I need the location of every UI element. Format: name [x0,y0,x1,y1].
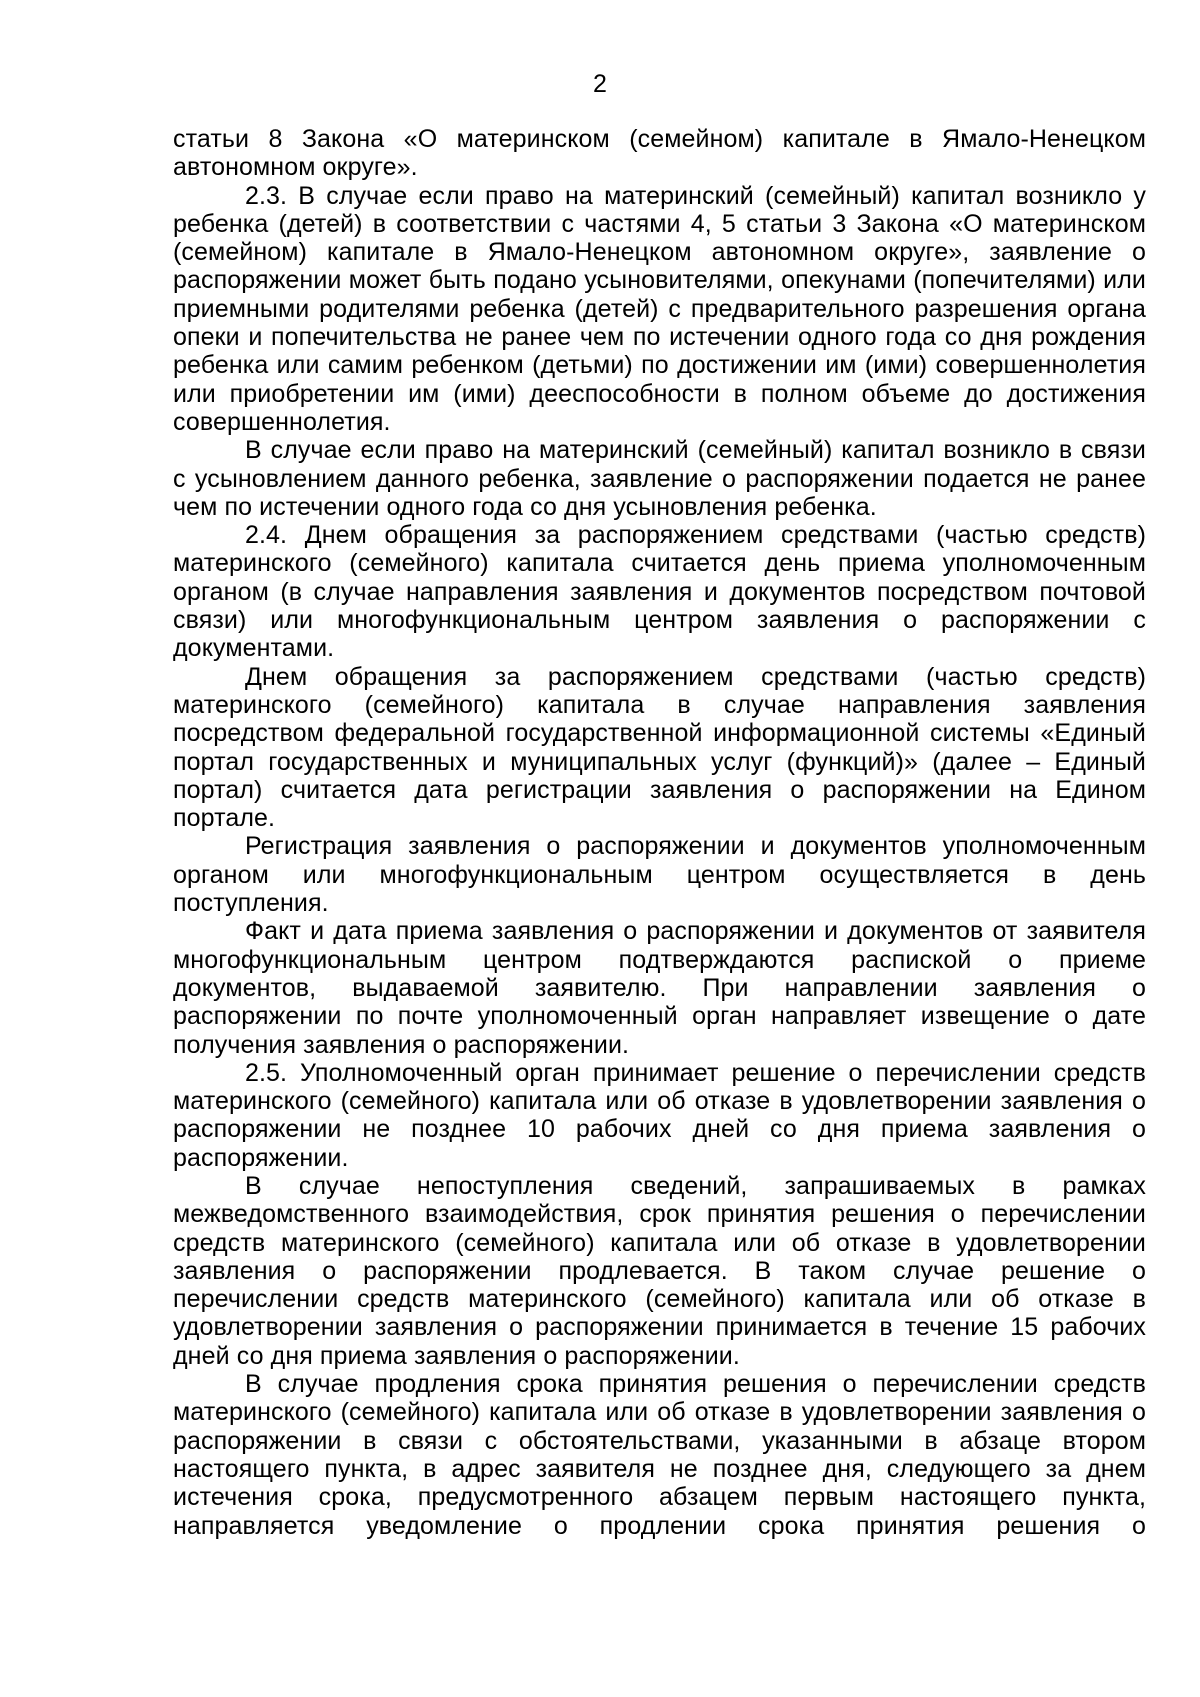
paragraph: 2.3. В случае если право на материнский (семейный) капитал возникло у ребенка (детей) в соответствии с частями 4, 5 статьи 3 Закона «О материнском (семейном) капитале в Ямало-Ненецком автономном округе», заявление о распоряжении может быть подано усыновителями, опекунами (попечителями) или приемными родителями ребенка (детей) с предварительного разрешения органа опеки и попечительства не ранее чем по истечении одного года со дня рождения ребенка или самим ребенком (детьми) по достижении им (ими) совершеннолетия или приобретении им (ими) дееспособности в полном объеме до достижения совершеннолетия. [173,181,1146,436]
paragraph: Днем обращения за распоряжением средствами (частью средств) материнского (семейного) капитала в случае направления заявления посредством федеральной государственной информационной системы «Единый портал государственных и муниципальных услуг (функций)» (далее – Единый портал) считается дата регистрации заявления о распоряжении на Едином портале. [173,662,1146,833]
document-body [173,125,1146,1540]
paragraph: Факт и дата приема заявления о распоряжении и документов от заявителя многофункциональным центром подтверждаются распиской о приеме документов, выдаваемой заявителю. При направлении заявления о распоряжении по почте уполномоченный орган направляет извещение о дате получения заявления о распоряжении. [173,917,1146,1059]
paragraph: 2.4. Днем обращения за распоряжением средствами (частью средств) материнского (семейного) капитала считается день приема уполномоченным органом (в случае направления заявления и документов посредством почтовой связи) или многофункциональным центром заявления о распоряжении с документами. [173,521,1146,663]
paragraph: 2.5. Уполномоченный орган принимает решение о перечислении средств материнского (семейного) капитала или об отказе в удовлетворении заявления о распоряжении не позднее 10 рабочих дней со дня приема заявления о распоряжении. [173,1058,1146,1172]
paragraph: статьи 8 Закона «О материнском (семейном) капитале в Ямало-Ненецком автономном округе». [173,125,1146,182]
paragraph: В случае продления срока принятия решения о перечислении средств материнского (семейного) капитала или об отказе в удовлетворении заявления о распоряжении в связи с обстоятельствами, указанными в абзаце втором настоящего пункта, в адрес заявителя не позднее дня, следующего за днем истечения срока, предусмотренного абзацем первым настоящего пункта, направляется уведомление о продлении срока принятия решения о [173,1370,1146,1540]
paragraph: В случае непоступления сведений, запрашиваемых в рамках межведомственного взаимодействия, срок принятия решения о перечислении средств материнского (семейного) капитала или об отказе в удовлетворении заявления о распоряжении продлевается. В таком случае решение о перечислении средств материнского (семейного) капитала или об отказе в удовлетворении заявления о распоряжении принимается в течение 15 рабочих дней со дня приема заявления о распоряжении. [173,1171,1146,1370]
paragraph: В случае если право на материнский (семейный) капитал возникло в связи с усыновлением данного ребенка, заявление о распоряжении подается не ранее чем по истечении одного года со дня усыновления ребенка. [173,436,1146,521]
page-number: 2 [593,70,607,98]
paragraph: Регистрация заявления о распоряжении и документов уполномоченным органом или многофункциональным центром осуществляется в день поступления. [173,832,1146,918]
